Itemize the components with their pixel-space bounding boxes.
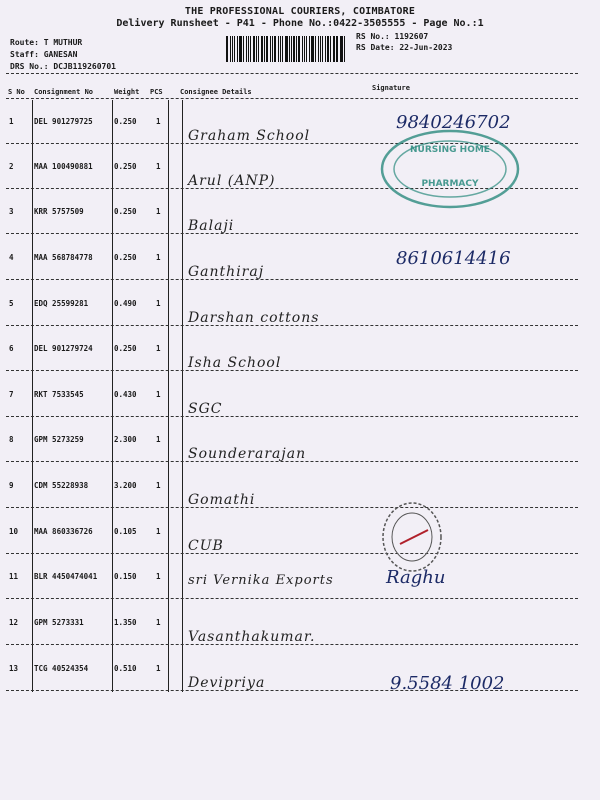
document-subtitle: Delivery Runsheet - P41 - Phone No.:0422-3505555 - Page No.:1 — [116, 18, 484, 29]
row-consignee: Darshan cottons — [188, 310, 320, 326]
row-weight: 0.250 — [114, 117, 137, 126]
row-pcs: 1 — [156, 664, 161, 673]
row-signature: Raghu — [386, 567, 446, 588]
row-pcs: 1 — [156, 344, 161, 353]
row-weight: 2.300 — [114, 435, 137, 444]
row-divider — [6, 507, 578, 508]
row-consignment: MAA 100490881 — [34, 162, 93, 171]
row-weight: 1.350 — [114, 618, 137, 627]
row-consignment: DEL 901279724 — [34, 344, 93, 353]
row-consignee: CUB — [188, 538, 224, 554]
row-pcs: 1 — [156, 253, 161, 262]
row-weight: 0.250 — [114, 344, 137, 353]
row-divider — [6, 461, 578, 462]
row-weight: 0.105 — [114, 527, 137, 536]
col-signature: Signature — [372, 84, 410, 92]
svg-text:NURSING HOME: NURSING HOME — [410, 145, 490, 155]
row-sno: 10 — [9, 527, 19, 536]
document-title: THE PROFESSIONAL COURIERS, COIMBATORE — [184, 6, 416, 17]
row-divider — [6, 598, 578, 599]
row-pcs: 1 — [156, 572, 161, 581]
row-consignment: RKT 7533545 — [34, 390, 84, 399]
row-consignee: Arul (ANP) — [188, 173, 276, 189]
row-consignee: Isha School — [188, 355, 282, 371]
row-divider — [6, 233, 578, 234]
table-header-divider — [6, 98, 578, 99]
row-pcs: 1 — [156, 390, 161, 399]
row-sno: 13 — [9, 664, 19, 673]
row-pcs: 1 — [156, 481, 161, 490]
row-sno: 4 — [9, 253, 14, 262]
drs-number: DRS No.: DCJB119260701 — [10, 62, 116, 71]
row-consignment: KRR 5757509 — [34, 207, 84, 216]
row-sno: 6 — [9, 344, 14, 353]
row-divider — [6, 325, 578, 326]
row-consignment: BLR 4450474041 — [34, 572, 98, 581]
row-sno: 7 — [9, 390, 14, 399]
row-consignment: MAA 568784778 — [34, 253, 93, 262]
row-signature: 9.5584 1002 — [390, 673, 505, 694]
row-pcs: 1 — [156, 299, 161, 308]
row-weight: 0.150 — [114, 572, 137, 581]
svg-text:PHARMACY: PHARMACY — [421, 179, 479, 189]
row-divider — [6, 370, 578, 371]
row-consignment: EDQ 25599281 — [34, 299, 89, 308]
col-sno: S No — [8, 88, 25, 96]
row-weight: 3.200 — [114, 481, 137, 490]
row-weight: 0.490 — [114, 299, 137, 308]
row-consignment: GPM 5273331 — [34, 618, 84, 627]
row-sno: 11 — [9, 572, 19, 581]
row-consignee: SGC — [188, 401, 223, 417]
row-consignment: CDM 55228938 — [34, 481, 89, 490]
row-divider — [6, 644, 578, 645]
row-consignee: sri Vernika Exports — [188, 573, 334, 588]
row-weight: 0.250 — [114, 253, 137, 262]
barcode — [226, 36, 346, 62]
row-signature: 9840246702 — [396, 112, 511, 133]
row-pcs: 1 — [156, 117, 161, 126]
row-weight: 0.250 — [114, 207, 137, 216]
pharmacy-stamp — [378, 128, 522, 210]
row-consignment: GPM 5273259 — [34, 435, 84, 444]
row-consignment: DEL 901279725 — [34, 117, 93, 126]
row-pcs: 1 — [156, 527, 161, 536]
row-sno: 5 — [9, 299, 14, 308]
col-consignment: Consignment No — [34, 88, 94, 96]
staff-label: Staff: GANESAN — [10, 50, 78, 59]
route-label: Route: T MUTHUR — [10, 38, 83, 47]
row-consignee: Balaji — [188, 218, 235, 234]
row-divider — [6, 690, 578, 691]
row-pcs: 1 — [156, 435, 161, 444]
row-pcs: 1 — [156, 207, 161, 216]
row-consignee: Ganthiraj — [188, 264, 265, 280]
row-pcs: 1 — [156, 618, 161, 627]
row-sno: 8 — [9, 435, 14, 444]
col-consignee: Consignee Details — [180, 88, 252, 96]
rs-date: RS Date: 22-Jun-2023 — [356, 43, 453, 52]
row-divider — [6, 416, 578, 417]
rs-number: RS No.: 1192607 — [356, 32, 429, 41]
row-weight: 0.250 — [114, 162, 137, 171]
row-weight: 0.510 — [114, 664, 137, 673]
row-divider — [6, 553, 578, 554]
col-weight: Weight — [114, 88, 140, 96]
row-divider — [6, 279, 578, 280]
row-sno: 1 — [9, 117, 14, 126]
col-pcs: PCS — [150, 88, 163, 96]
row-sno: 3 — [9, 207, 14, 216]
bank-stamp — [380, 500, 444, 574]
row-consignee: Graham School — [188, 128, 311, 144]
header-divider — [6, 73, 578, 74]
row-consignment: TCG 40524354 — [34, 664, 89, 673]
row-consignment: MAA 860336726 — [34, 527, 93, 536]
row-pcs: 1 — [156, 162, 161, 171]
row-consignee: Gomathi — [188, 492, 256, 508]
row-consignee: Sounderarajan — [188, 446, 307, 462]
row-consignee: Vasanthakumar. — [188, 629, 316, 645]
row-sno: 12 — [9, 618, 19, 627]
row-consignee: Devipriya — [188, 675, 266, 691]
row-signature: 8610614416 — [396, 248, 511, 269]
row-sno: 9 — [9, 481, 14, 490]
row-weight: 0.430 — [114, 390, 137, 399]
row-sno: 2 — [9, 162, 14, 171]
